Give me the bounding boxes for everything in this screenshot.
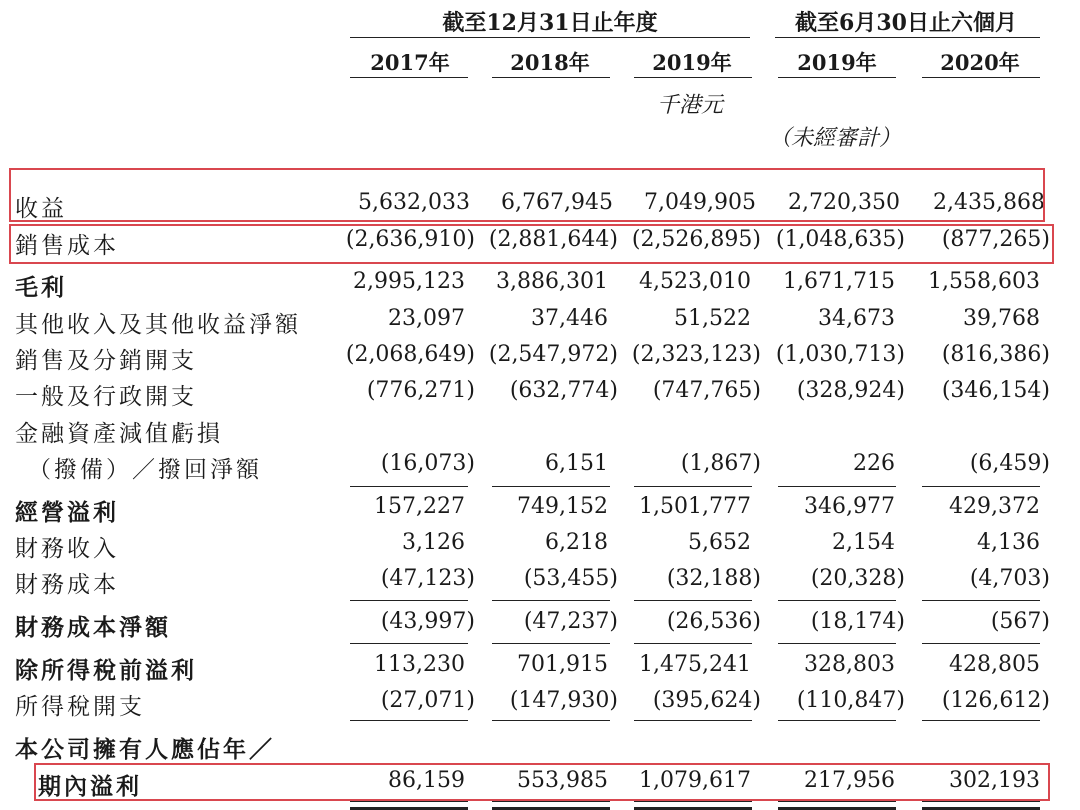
row-label-operating-profit: 經營溢利 xyxy=(15,499,119,526)
subtotal-rule xyxy=(350,643,468,644)
subtotal-rule xyxy=(634,643,752,644)
cell-pbt-2020h: 428,805 xyxy=(949,652,1040,677)
subtotal-rule xyxy=(350,600,468,601)
cell-tax-2019h: (110,847) xyxy=(796,688,905,713)
row-label-revenue: 收益 xyxy=(15,196,67,222)
subtotal-rule xyxy=(778,643,896,644)
subtotal-rule xyxy=(922,600,1040,601)
row-label-profit-attributable-2: 期內溢利 xyxy=(38,773,142,800)
cell-selling-2019: (2,323,123) xyxy=(631,342,761,367)
cell-cost-2018: (2,881,644) xyxy=(488,227,618,252)
subtotal-rule xyxy=(492,486,610,487)
cell-revenue-2019: 7,049,905 xyxy=(644,190,756,215)
row-label-impairment-1: 金融資產減值虧損 xyxy=(15,421,223,447)
cell-admin-2017: (776,271) xyxy=(366,378,475,403)
header-year-rule-3 xyxy=(634,77,752,78)
header-year-rule-1 xyxy=(350,77,468,78)
subtotal-rule xyxy=(778,600,896,601)
cell-admin-2019h: (328,924) xyxy=(796,378,905,403)
cell-selling-2018: (2,547,972) xyxy=(488,342,618,367)
cell-pbt-2019: 1,475,241 xyxy=(639,652,751,677)
cell-other-income-2019: 51,522 xyxy=(674,306,751,331)
cell-cost-2017: (2,636,910) xyxy=(345,227,475,252)
cell-profit-2020h: 302,193 xyxy=(949,768,1040,793)
cell-revenue-2020h: 2,435,868 xyxy=(933,190,1045,215)
subtotal-rule xyxy=(922,486,1040,487)
cell-fin-income-2018: 6,218 xyxy=(545,530,608,555)
cell-admin-2018: (632,774) xyxy=(509,378,618,403)
cell-operating-2019h: 346,977 xyxy=(804,494,895,519)
row-label-net-finance-costs: 財務成本淨額 xyxy=(15,614,171,641)
row-label-profit-before-tax: 除所得稅前溢利 xyxy=(15,657,197,684)
cell-fin-income-2017: 3,126 xyxy=(402,530,465,555)
cell-impairment-2019h: 226 xyxy=(853,451,895,476)
cell-fin-costs-2018: (53,455) xyxy=(523,566,618,591)
cell-tax-2017: (27,071) xyxy=(380,688,475,713)
cell-operating-2018: 749,152 xyxy=(517,494,608,519)
cell-selling-2020h: (816,386) xyxy=(941,342,1050,367)
cell-gross-2019: 4,523,010 xyxy=(639,269,751,294)
subtotal-rule xyxy=(350,486,468,487)
cell-gross-2020h: 1,558,603 xyxy=(928,269,1040,294)
cell-tax-2018: (147,930) xyxy=(509,688,618,713)
header-year-rule-5 xyxy=(922,77,1040,78)
subtotal-rule xyxy=(922,720,1040,721)
cell-net-fin-2017: (43,997) xyxy=(380,609,475,634)
row-label-income-tax: 所得稅開支 xyxy=(15,694,145,720)
unit-label: 千港元 xyxy=(656,93,723,118)
cell-gross-2017: 2,995,123 xyxy=(353,269,465,294)
unaudited-label: （未經審計） xyxy=(768,126,901,151)
row-label-finance-income: 財務收入 xyxy=(15,536,119,562)
header-year-rule-4 xyxy=(778,77,896,78)
cell-pbt-2017: 113,230 xyxy=(374,652,465,677)
cell-profit-2017: 86,159 xyxy=(388,768,465,793)
cell-fin-income-2020h: 4,136 xyxy=(977,530,1040,555)
header-year-2017: 2017年 xyxy=(370,50,450,75)
cell-revenue-2018: 6,767,945 xyxy=(501,190,613,215)
subtotal-rule xyxy=(778,720,896,721)
cell-net-fin-2019: (26,536) xyxy=(666,609,761,634)
row-label-profit-attributable-1: 本公司擁有人應佔年／ xyxy=(15,736,275,763)
cell-selling-2017: (2,068,649) xyxy=(345,342,475,367)
cell-impairment-2019: (1,867) xyxy=(680,451,761,476)
cell-net-fin-2018: (47,237) xyxy=(523,609,618,634)
cell-admin-2019: (747,765) xyxy=(652,378,761,403)
cell-impairment-2018: 6,151 xyxy=(545,451,608,476)
cell-other-income-2019h: 34,673 xyxy=(818,306,895,331)
row-label-cost-of-sales: 銷售成本 xyxy=(15,233,119,259)
header-group-half-rule xyxy=(775,37,1040,38)
cell-revenue-2017: 5,632,033 xyxy=(358,190,470,215)
subtotal-rule xyxy=(634,486,752,487)
cell-cost-2019: (2,526,895) xyxy=(631,227,761,252)
cell-profit-2018: 553,985 xyxy=(517,768,608,793)
cell-cost-2020h: (877,265) xyxy=(941,227,1050,252)
cell-admin-2020h: (346,154) xyxy=(941,378,1050,403)
cell-fin-costs-2019: (32,188) xyxy=(666,566,761,591)
cell-fin-costs-2017: (47,123) xyxy=(380,566,475,591)
cell-gross-2019h: 1,671,715 xyxy=(783,269,895,294)
header-group-half: 截至6月30日止六個月 xyxy=(795,10,1017,36)
cell-impairment-2017: (16,073) xyxy=(380,451,475,476)
cell-gross-2018: 3,886,301 xyxy=(496,269,608,294)
header-year-rule-2 xyxy=(492,77,610,78)
cell-other-income-2017: 23,097 xyxy=(388,306,465,331)
cell-selling-2019h: (1,030,713) xyxy=(775,342,905,367)
cell-tax-2020h: (126,612) xyxy=(941,688,1050,713)
cell-fin-costs-2019h: (20,328) xyxy=(810,566,905,591)
cell-impairment-2020h: (6,459) xyxy=(969,451,1050,476)
header-year-2019: 2019年 xyxy=(652,50,732,75)
cell-tax-2019: (395,624) xyxy=(652,688,761,713)
highlight-box-revenue xyxy=(9,168,1045,222)
cell-operating-2017: 157,227 xyxy=(374,494,465,519)
cell-other-income-2020h: 39,768 xyxy=(963,306,1040,331)
row-label-gross-profit: 毛利 xyxy=(15,274,67,301)
row-label-selling-expenses: 銷售及分銷開支 xyxy=(15,348,197,374)
subtotal-rule xyxy=(922,643,1040,644)
subtotal-rule xyxy=(634,600,752,601)
subtotal-rule xyxy=(350,720,468,721)
subtotal-rule xyxy=(492,643,610,644)
row-label-finance-costs: 財務成本 xyxy=(15,572,119,598)
subtotal-rule xyxy=(492,600,610,601)
cell-other-income-2018: 37,446 xyxy=(531,306,608,331)
header-year-2018: 2018年 xyxy=(510,50,590,75)
cell-revenue-2019h: 2,720,350 xyxy=(788,190,900,215)
highlight-box-profit xyxy=(34,763,1050,801)
cell-net-fin-2020h: (567) xyxy=(990,609,1050,634)
header-group-year-rule xyxy=(350,37,750,38)
cell-pbt-2019h: 328,803 xyxy=(804,652,895,677)
cell-pbt-2018: 701,915 xyxy=(517,652,608,677)
subtotal-rule xyxy=(778,486,896,487)
cell-operating-2020h: 429,372 xyxy=(949,494,1040,519)
subtotal-rule xyxy=(492,720,610,721)
header-year-2019-half: 2019年 xyxy=(797,50,877,75)
cell-operating-2019: 1,501,777 xyxy=(639,494,751,519)
cell-profit-2019h: 217,956 xyxy=(804,768,895,793)
cell-fin-costs-2020h: (4,703) xyxy=(969,566,1050,591)
header-group-year: 截至12月31日止年度 xyxy=(442,10,658,36)
cell-fin-income-2019: 5,652 xyxy=(688,530,751,555)
row-label-other-income: 其他收入及其他收益淨額 xyxy=(15,312,301,338)
cell-net-fin-2019h: (18,174) xyxy=(810,609,905,634)
highlight-box-cost-of-sales xyxy=(9,224,1054,264)
cell-profit-2019: 1,079,617 xyxy=(639,768,751,793)
row-label-admin-expenses: 一般及行政開支 xyxy=(15,384,197,410)
cell-cost-2019h: (1,048,635) xyxy=(775,227,905,252)
header-year-2020-half: 2020年 xyxy=(940,50,1020,75)
cell-fin-income-2019h: 2,154 xyxy=(832,530,895,555)
row-label-impairment-2: （撥備）／撥回淨額 xyxy=(28,457,262,483)
subtotal-rule xyxy=(634,720,752,721)
